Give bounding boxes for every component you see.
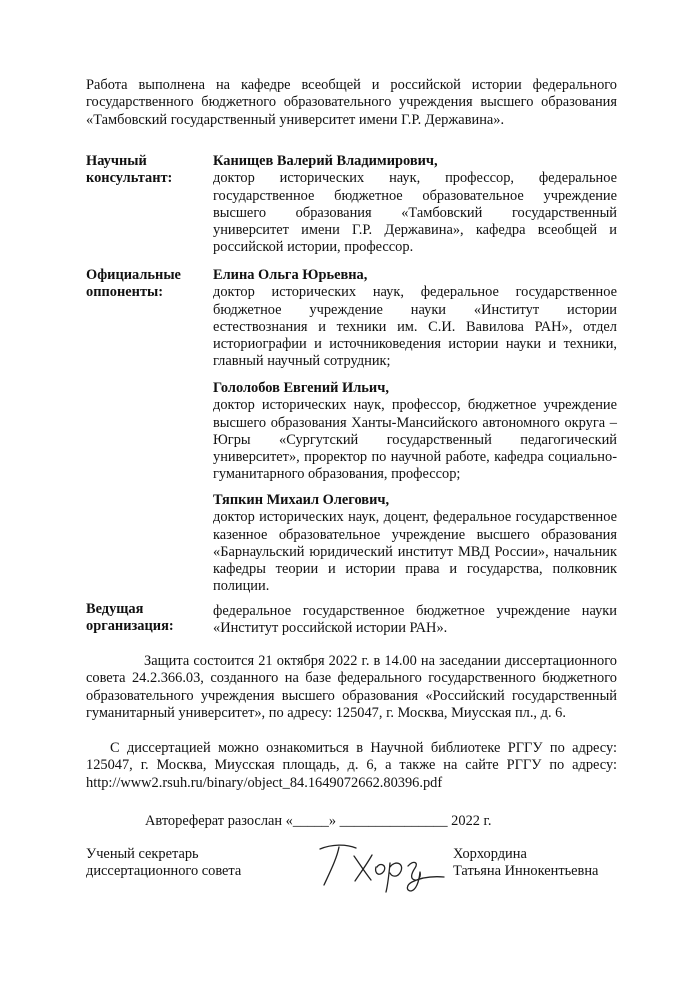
secretary-name: Хорхордина Татьяна Иннокентьевна [453,846,599,880]
secretary-role: Ученый секретарь диссертационного совета [86,846,242,880]
defense-paragraph: Защита состоится 21 октября 2022 г. в 14.00 на заседании диссертационного совета 24.2.366.03, созданного на базе федерального государственного бюджетного образовательного учреждения высшего образования «Российский государственный гуманитарный университет», по адресу: 125047, г. Москва, Миусская пл., д. 6. [86,653,617,721]
lead-organization-description: федеральное государственное бюджетное учреждение науки «Институт российской истории РАН». [213,603,617,637]
lead-organization-entry [213,603,617,638]
consultant-entry [213,153,617,257]
consultant-description: доктор исторических наук, профессор, федеральное государственное бюджетное образовательное учреждение высшего образования «Тамбовский государственный университет имени Г.Р. Державина», кафедра всеобщей и российской истории, профессор. [213,170,617,256]
opponent-entry [213,380,617,484]
opponents-role-label: Официальные оппоненты: [86,267,181,301]
opponent-name: Елина Ольга Юрьевна, [213,267,368,283]
opponent-entry [213,267,617,371]
consultant-name: Канищев Валерий Владимирович, [213,153,438,169]
opponent-description: доктор исторических наук, федеральное государственное бюджетное учреждение науки «Институт истории естествознания и техники им. С.И. Вавилова РАН», отдел историографии и источниковедения истории науки и техники, главный научный сотрудник; [213,284,617,370]
opponent-entry [213,492,617,596]
mailing-date-line: Автореферат разослан «_____» _______________ 2022 г. [145,813,492,829]
handwritten-signature [316,836,446,894]
opponent-name: Тяпкин Михаил Олегович, [213,492,390,508]
lead-organization-role-label: Ведущая организация: [86,601,174,635]
consultant-role-label: Научный консультант: [86,153,173,187]
opponent-description: доктор исторических наук, доцент, федеральное государственное казенное образовательное учреждение высшего образования «Барнаульский юридический институт МВД России», начальник кафедры теории и истории права и государства, полковник полиции. [213,509,617,595]
opponent-description: доктор исторических наук, профессор, бюджетное учреждение высшего образования Ханты-Мансийского автономного округа – Югры «Сургутский государственный педагогический университет», проректор по научной работе, кафедра социально-гуманитарного образования, профессор; [213,397,617,483]
library-paragraph: С диссертацией можно ознакомиться в Научной библиотеке РГГУ по адресу: 125047, г. Москва, Миусская площадь, д. 6, а также на сайте РГГУ по адресу: http://www2.rsuh.ru/binary/object_84.1649072662.80396.pdf [86,740,617,791]
opponent-name: Гололобов Евгений Ильич, [213,380,389,396]
intro-paragraph: Работа выполнена на кафедре всеобщей и российской истории федерального государственного бюджетного образовательного учреждения высшего образования «Тамбовский государственный университет имени Г.Р. Державина». [86,77,617,128]
